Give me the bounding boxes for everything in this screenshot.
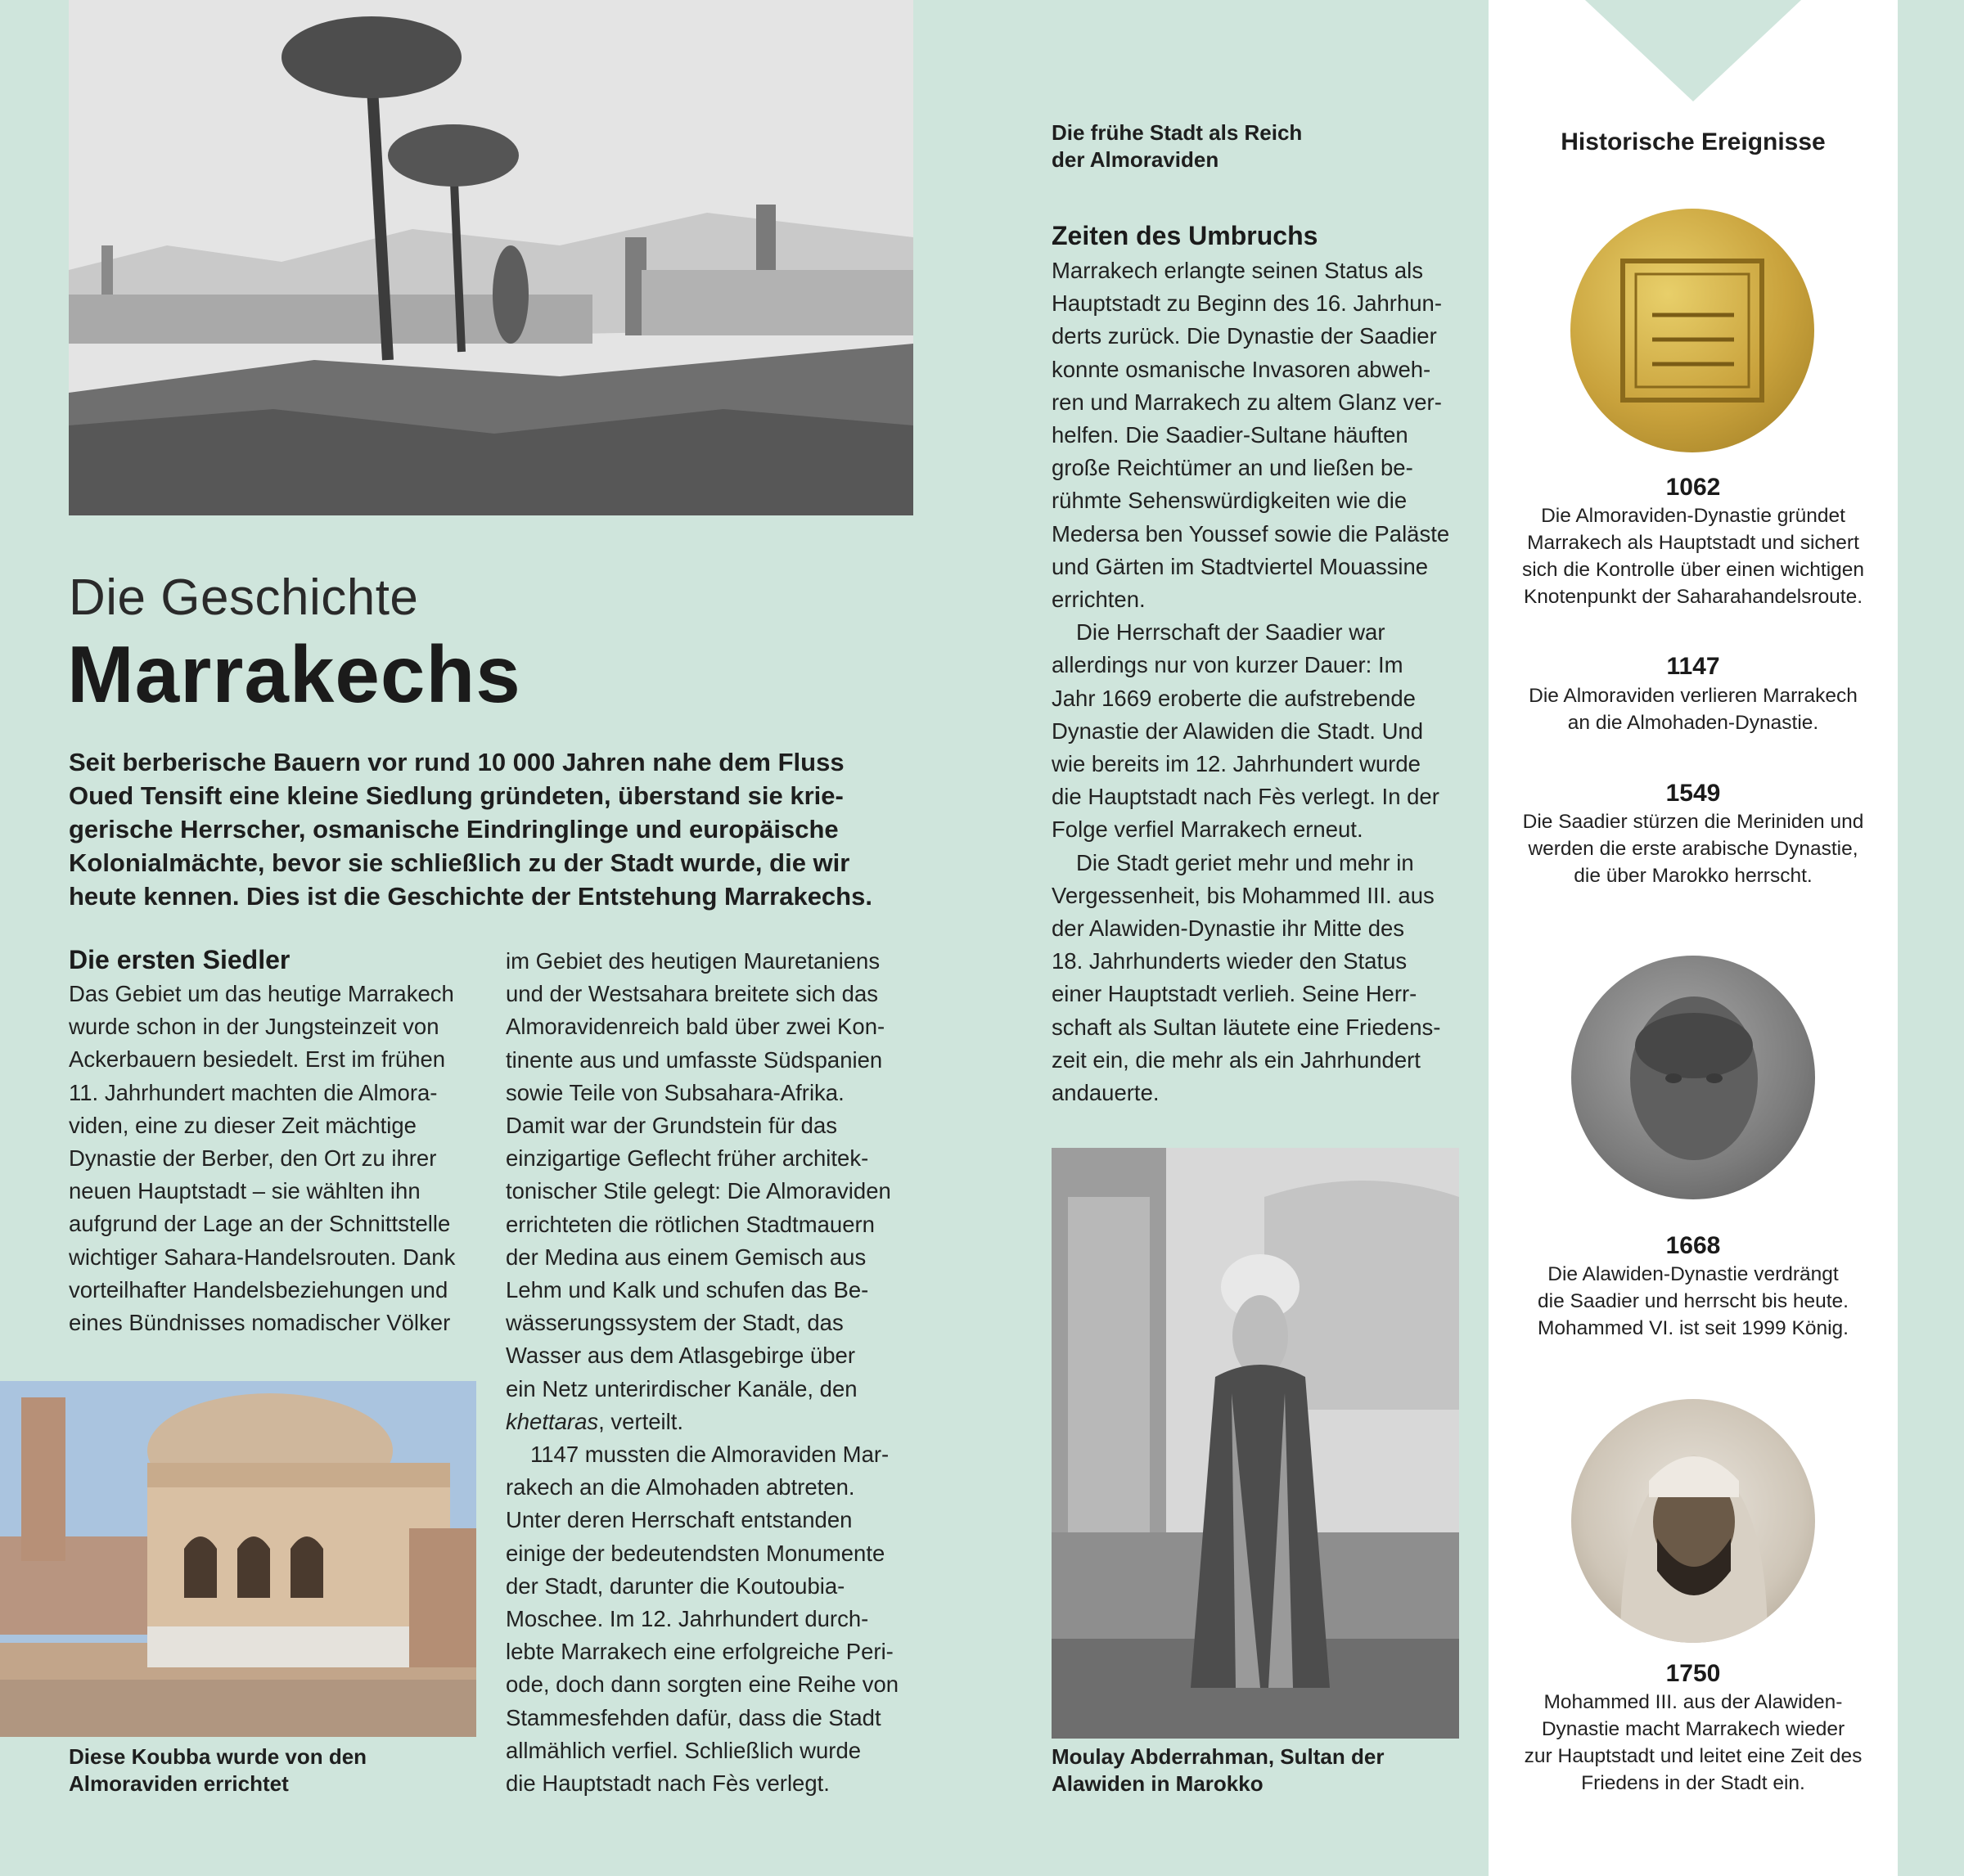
lead-line: gerische Herrscher, osmanische Eindringlinge und europäische — [69, 815, 839, 844]
text-line: Die Herrschaft der Saadier war — [1076, 619, 1385, 646]
koubba-illustration — [0, 1381, 476, 1737]
page-title-line2: Marrakechs — [67, 629, 521, 719]
timeline-event-text — [1489, 502, 1898, 610]
timeline-year: 1147 — [1666, 653, 1720, 680]
text-line: sowie Teile von Subsahara-Afrika. — [506, 1079, 845, 1105]
text-line: 18. Jahrhunderts wieder den Status — [1052, 948, 1408, 974]
text-line: tonischer Stile gelegt: Die Almoraviden — [506, 1178, 891, 1204]
timeline-event-text — [1489, 1261, 1898, 1342]
caption-line: Moulay Abderrahman, Sultan der — [1052, 1744, 1385, 1769]
sultan-illustration — [1052, 1148, 1459, 1739]
koubba-caption — [69, 1743, 367, 1797]
text-line: die Hauptstadt nach Fès verlegt. — [506, 1770, 830, 1797]
lead-line: heute kennen. Dies ist die Geschichte der Entstehung Marrakechs. — [69, 882, 872, 911]
italic-term: khettaras — [506, 1408, 599, 1434]
chevron-down-icon — [1585, 0, 1801, 101]
text-line: Medersa ben Youssef sowie die Paläste — [1052, 520, 1450, 547]
text-line: wichtiger Sahara-Handelsrouten. Dank — [69, 1244, 456, 1270]
text-line: tinente aus und umfasste Südspanien — [506, 1046, 883, 1073]
event-line: Friedens in der Stadt ein. — [1581, 1772, 1805, 1794]
text-line: 1147 mussten die Almoraviden Mar- — [530, 1442, 890, 1468]
text-line: wurde schon in der Jungsteinzeit von — [69, 1014, 439, 1040]
event-line: Die Almoraviden verlieren Marrakech — [1529, 685, 1858, 707]
section1-column2 — [506, 945, 923, 1800]
text-line: andauerte. — [1052, 1080, 1160, 1106]
timeline-event-text — [1489, 1689, 1898, 1797]
sultan-caption — [1052, 1743, 1384, 1797]
page-title-line1: Die Geschichte — [69, 569, 419, 626]
text-line: helfen. Die Saadier-Sultane häuften — [1052, 422, 1408, 448]
text-line: viden, eine zu dieser Zeit mächtige — [69, 1112, 417, 1138]
text-line: Die Stadt geriet mehr und mehr in — [1076, 849, 1414, 875]
timeline-event-text — [1489, 682, 1898, 736]
section-heading-times-of-change: Zeiten des Umbruchs — [1052, 221, 1318, 250]
text-line: ode, doch dann sorgten eine Reihe von — [506, 1671, 899, 1698]
text-fragment: , verteilt. — [598, 1408, 684, 1434]
caption-line: Almoraviden errichtet — [69, 1771, 289, 1796]
text-line: die Hauptstadt nach Fès verlegt. In der — [1052, 784, 1439, 810]
timeline-year: 1750 — [1665, 1660, 1721, 1687]
gold-coin-pattern — [1570, 209, 1814, 452]
text-line: errichten. — [1052, 587, 1146, 613]
event-line: Die Almoraviden-Dynastie gründet — [1541, 505, 1845, 527]
text-line: der Medina aus einem Gemisch aus — [506, 1244, 867, 1270]
text-line: allerdings nur von kurzer Dauer: Im — [1052, 652, 1403, 678]
event-line: sich die Kontrolle über einen wichtigen — [1521, 559, 1865, 581]
event-line: Mohammed III. aus der Alawiden- — [1543, 1691, 1843, 1713]
text-line: Marrakech erlangte seinen Status als — [1052, 258, 1423, 283]
silver-coin-portrait — [1571, 956, 1815, 1199]
text-line: Dynastie der Berber, den Ort zu ihrer — [69, 1145, 437, 1172]
gold-coin-image — [1570, 209, 1814, 452]
text-line: 11. Jahrhundert machten die Almora- — [69, 1079, 438, 1105]
event-line: zur Hauptstadt und leitet eine Zeit des — [1524, 1745, 1863, 1767]
text-line: ren und Marrakech zu altem Glanz ver- — [1052, 389, 1442, 415]
timeline-year: 1062 — [1665, 474, 1721, 501]
text-line: ein Netz unterirdischer Kanäle, den — [506, 1375, 858, 1401]
event-line: an die Almohaden-Dynastie. — [1567, 712, 1819, 734]
text-line: allmählich verfiel. Schließlich wurde — [506, 1737, 862, 1763]
text-line: Unter deren Herrschaft entstanden — [506, 1507, 853, 1533]
caption-line: Alawiden in Marokko — [1052, 1771, 1264, 1796]
text-line: große Reichtümer an und ließen be- — [1052, 455, 1413, 481]
text-line: schaft als Sultan läutete eine Friedens- — [1052, 1014, 1441, 1040]
event-line: werden die erste arabische Dynastie, — [1528, 838, 1858, 860]
text-line: eines Bündnisses nomadischer Völker — [69, 1310, 451, 1336]
text-line: Vergessenheit, bis Mohammed III. aus — [1052, 882, 1435, 908]
text-line: lebte Marrakech eine erfolgreiche Peri- — [506, 1639, 894, 1665]
text-line: aufgrund der Lage an der Schnittstelle — [69, 1211, 451, 1237]
event-line: die über Marokko herrscht. — [1574, 865, 1813, 887]
text-line: Hauptstadt zu Beginn des 16. Jahrhun- — [1052, 290, 1442, 317]
text-line: neuen Hauptstadt – sie wählten ihn — [69, 1178, 421, 1204]
event-line: Marrakech als Hauptstadt und sichert — [1527, 532, 1859, 554]
event-line: Mohammed VI. ist seit 1999 König. — [1538, 1317, 1849, 1339]
caption-line: der Almoraviden — [1052, 147, 1219, 172]
text-line: einer Hauptstadt verlieh. Seine Herr- — [1052, 981, 1417, 1007]
event-line: Die Alawiden-Dynastie verdrängt — [1547, 1263, 1839, 1285]
text-line: und Gärten im Stadtviertel Mouassine — [1052, 553, 1429, 579]
text-line: im Gebiet des heutigen Mauretaniens — [506, 948, 881, 974]
text-line: konnte osmanische Invasoren abweh- — [1052, 356, 1431, 382]
timeline-panel — [1489, 0, 1898, 1876]
text-line: Dynastie der Alawiden die Stadt. Und — [1052, 718, 1424, 744]
text-line: wie bereits im 12. Jahrhundert wurde — [1052, 751, 1421, 777]
text-line: rühmte Sehenswürdigkeiten wie die — [1052, 488, 1408, 514]
portrait-illustration — [1571, 1399, 1815, 1643]
text-line: Damit war der Grundstein für das — [506, 1113, 838, 1139]
timeline-heading: Historische Ereignisse — [1561, 128, 1826, 155]
text-line: Lehm und Kalk und schufen das Be- — [506, 1277, 869, 1303]
section1-column1 — [69, 978, 486, 1339]
timeline-year: 1668 — [1665, 1232, 1721, 1259]
text-line: Das Gebiet um das heutige Marrakech — [69, 981, 454, 1006]
caption-line: Die frühe Stadt als Reich — [1052, 120, 1303, 145]
text-line: der Stadt, darunter die Koutoubia- — [506, 1572, 845, 1599]
section2-column — [1052, 254, 1469, 1109]
lead-line: Kolonialmächte, bevor sie schließlich zu der Stadt wurde, die wir — [69, 848, 850, 877]
silver-coin-portrait-image — [1571, 956, 1815, 1199]
engraving-marrakech-landscape — [69, 0, 913, 515]
text-line — [506, 1406, 923, 1438]
caption-line: Diese Koubba wurde von den — [69, 1744, 367, 1769]
text-line: und der Westsahara breitete sich das — [506, 981, 879, 1007]
mohammed-iii-portrait-image — [1571, 1399, 1815, 1643]
lead-line: Oued Tensift eine kleine Siedlung gründeten, überstand sie krie- — [69, 781, 844, 810]
lead-paragraph — [69, 745, 920, 913]
lead-line: Seit berberische Bauern vor rund 10 000 Jahren nahe dem Fluss — [69, 748, 845, 776]
timeline-year: 1549 — [1665, 780, 1721, 807]
almoravid-city-caption — [1052, 119, 1302, 173]
event-line: Die Saadier stürzen die Meriniden und — [1522, 811, 1864, 833]
text-line: Moschee. Im 12. Jahrhundert durch- — [506, 1606, 869, 1632]
text-line: errichteten die rötlichen Stadtmauern — [506, 1211, 875, 1237]
text-line: Ackerbauern besiedelt. Erst im frühen — [69, 1046, 446, 1073]
text-line: Jahr 1669 eroberte die aufstrebende — [1052, 685, 1416, 711]
koubba-photo — [0, 1381, 476, 1737]
text-line: zeit ein, die mehr als ein Jahrhundert — [1052, 1046, 1421, 1073]
text-line: derts zurück. Die Dynastie der Saadier — [1052, 323, 1437, 349]
section-heading-first-settlers: Die ersten Siedler — [69, 945, 291, 974]
sultan-engraving — [1052, 1148, 1459, 1739]
text-line: vorteilhafter Handelsbeziehungen und — [69, 1276, 448, 1302]
text-line: einige der bedeutendsten Monumente — [506, 1540, 885, 1566]
event-line: Knotenpunkt der Saharahandelsroute. — [1523, 586, 1863, 608]
event-line: Dynastie macht Marrakech wieder — [1541, 1718, 1845, 1740]
engraving-illustration — [69, 0, 913, 515]
event-line: die Saadier und herrscht bis heute. — [1538, 1290, 1849, 1312]
text-line: rakech an die Almohaden abtreten. — [506, 1474, 855, 1500]
text-line: Almoravidenreich bald über zwei Kon- — [506, 1014, 885, 1040]
text-line: Wasser aus dem Atlasgebirge über — [506, 1343, 855, 1369]
text-line: wässerungssystem der Stadt, das — [506, 1310, 844, 1336]
text-line: Stammesfehden dafür, dass die Stadt — [506, 1704, 881, 1730]
text-line: der Alawiden-Dynastie ihr Mitte des — [1052, 916, 1405, 942]
text-line: einzigartige Geflecht früher architek- — [506, 1145, 869, 1172]
timeline-event-text — [1489, 808, 1898, 889]
text-line: Folge verfiel Marrakech erneut. — [1052, 817, 1363, 843]
